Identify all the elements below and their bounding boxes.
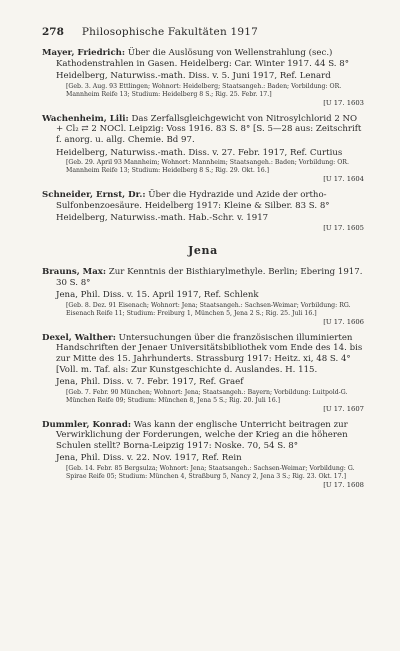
bibliography-entry [42, 267, 364, 326]
entry-vita: [Geb. 29. April 93 Mannheim; Wohnort: Mannheim; Staatsangeh.: Baden; Vorbildung: OR. Mannheim Reife 13; Studium: Heidelberg 8 S.; Rig. 29. Okt. 16.] [66, 159, 349, 175]
author-name: Mayer, Friedrich: [42, 48, 126, 58]
entry-code: [U 17. 1606 [323, 317, 364, 326]
entry-main [42, 48, 364, 69]
entry-main [42, 420, 364, 452]
entry-dissertation: Jena, Phil. Diss. v. 22. Nov. 1917, Ref. Rein [56, 453, 242, 464]
bibliography-entry [42, 48, 364, 107]
entry-vita: [Geb. 7. Febr. 90 München; Wohnort: Jena; Staatsangeh.: Bayern; Vorbildung: Luitpold-G. München Reife 09; Studium: München 8, Jena 5 S.; Rig. 20. Juli 16.] [66, 388, 348, 404]
entry-title: Über die Auslösung von Wellenstrahlung (sec.) Kathodenstrahlen in Gasen. Heidelberg: Car. Winter 1917. 44 S. 8° [56, 48, 350, 69]
entry-dissertation: Heidelberg, Naturwiss.-math. Diss. v. 5. Juni 1917, Ref. Lenard [56, 71, 331, 82]
entry-main [42, 190, 364, 211]
author-name: Wachenheim, Lili: [42, 113, 129, 124]
author-name: Dummler, Konrad: [42, 419, 132, 430]
page-number: 278 [42, 26, 64, 38]
author-name: Schneider, Ernst, Dr.: [42, 190, 146, 201]
entry-vita: [Geb. 3. Aug. 93 Ettlingen; Wohnort: Heidelberg; Staatsangeh.: Baden; Vorbildung: OR. Mannheim Reife 13; Studium: Heidelberg 8 S.; Rig. 25. Febr. 17.] [66, 82, 342, 98]
entry-title: Über die Hydrazide und Azide der ortho-Sulfonbenzoesäure. Heidelberg 1917: Kleine & Silber. 83 S. 8° [56, 190, 330, 211]
page-title: Philosophische Fakultäten 1917 [81, 26, 258, 38]
entry-vita: [Geb. 8. Dez. 91 Eisenach; Wohnort: Jena; Staatsangeh.: Sachsen-Weimar; Vorbildung: RG. Eisenach Reife 11; Studium: Freiburg 1, München 5, Jena 2 S.; Rig. 25. Juli 16.] [66, 301, 351, 317]
bibliography-entry [42, 420, 364, 489]
entry-title: Untersuchungen über die französischen illuminierten Handschriften der Jenaer Universitätsbibliothek vom Ende des 14. bis zur Mitte des 15. Jahrhunderts. Strassburg 1917: Heitz. xi, 48 S. 4° [Voll. m. Taf. als: Zur Kunstgeschichte d. Auslandes. H. 115. [56, 332, 363, 375]
entry-main [42, 114, 364, 146]
entry-dissertation: Heidelberg, Naturwiss.-math. Diss. v. 27. Febr. 1917, Ref. Curtius [56, 147, 343, 158]
entry-dissertation: Heidelberg, Naturwiss.-math. Hab.-Schr. v. 1917 [56, 213, 269, 224]
entry-dissertation: Jena, Phil. Diss. v. 7. Febr. 1917, Ref. Graef [56, 377, 244, 388]
entry-code: [U 17. 1603 [323, 98, 364, 107]
page-header [42, 26, 364, 38]
entry-code: [U 17. 1605 [323, 223, 364, 232]
author-name: Dexel, Walther: [42, 332, 116, 343]
bibliography-entry [42, 114, 364, 183]
entry-code: [U 17. 1608 [323, 481, 364, 490]
entry-dissertation: Jena, Phil. Diss. v. 15. April 1917, Ref. Schlenk [56, 290, 259, 301]
bibliography-entry [42, 333, 364, 413]
section-heading: Jena [188, 243, 218, 257]
entry-code: [U 17. 1604 [323, 175, 364, 184]
bibliography-entry [42, 190, 364, 232]
entry-vita: [Geb. 14. Febr. 85 Bergsulza; Wohnort: Jena; Staatsangeh.: Sachsen-Weimar; Vorbildung: G. Spirae Reife 05; Studium: München 4, Straßburg 5, Nancy 2, Jena 3 S.; Rig. 23. Okt. 17.] [66, 465, 355, 481]
entry-title: Was kann der englische Unterricht beitragen zur Verwirklichung der Forderungen, welche der Krieg an die höheren Schulen stellt? Borna-Leipzig 1917: Noske. 70, 54 S. 8° [56, 419, 348, 451]
entry-title: Das Zerfallsgleichgewicht von Nitrosylchlorid 2 NO + Cl₂ ⇄ 2 NOCl. Leipzig: Voss 1916. 83 S. 8° [S. 5—28 aus: Zeitschrift f. anorg. u. allg. Chemie. Bd 97. [56, 113, 362, 145]
entry-title: Zur Kenntnis der Bisthiarylmethyle. Berlin; Ebering 1917. 30 S. 8° [56, 266, 363, 288]
author-name: Brauns, Max: [42, 266, 107, 277]
entry-main [42, 267, 364, 288]
entry-code: [U 17. 1607 [323, 404, 364, 413]
entry-main [42, 333, 364, 375]
